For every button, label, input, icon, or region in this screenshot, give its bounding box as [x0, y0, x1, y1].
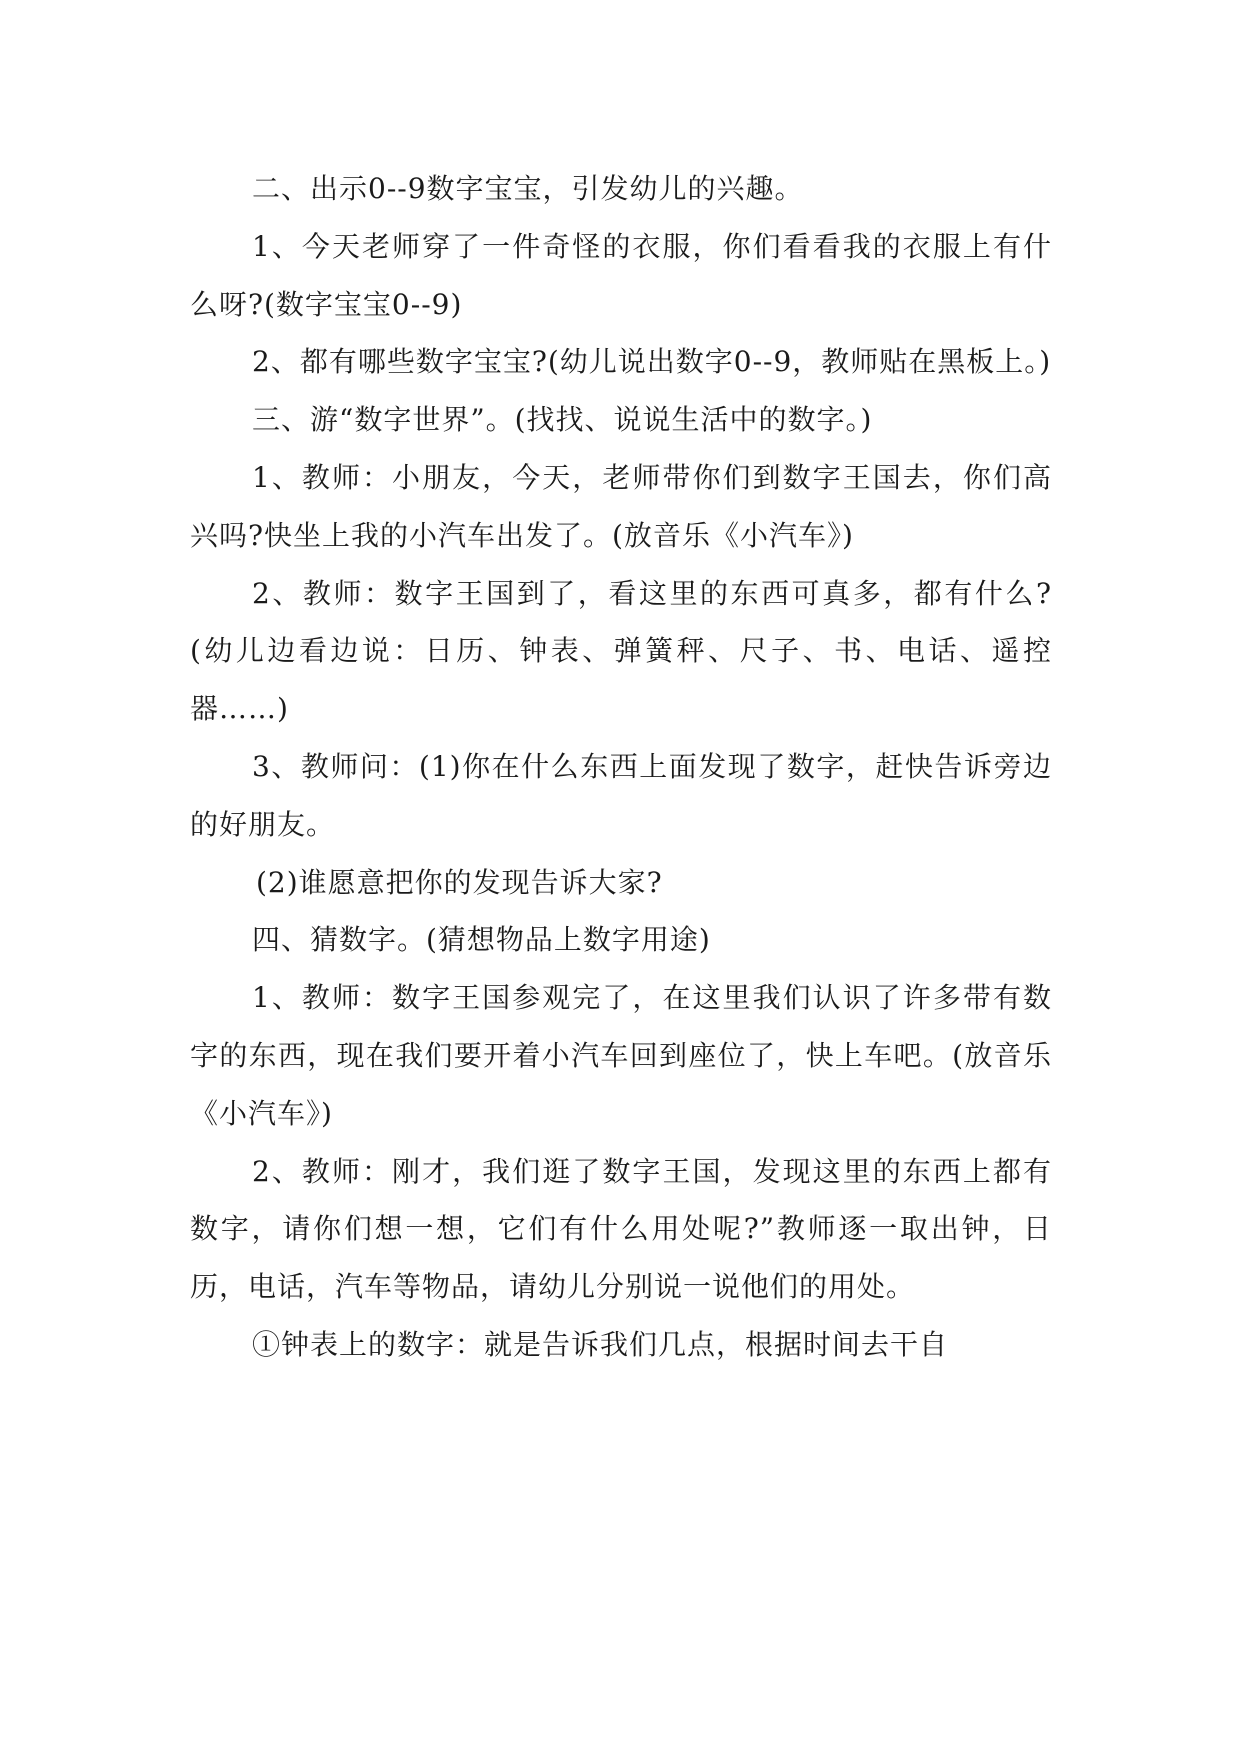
section-heading-3: 三、游“数字世界”。(找找、说说生活中的数字。)	[252, 403, 873, 437]
paragraph: (2)谁愿意把你的发现告诉大家?	[256, 865, 663, 899]
paragraph: 1、今天老师穿了一件奇怪的衣服，你们看看我的衣服上有什么呀?(数字宝宝0--9)	[190, 229, 1052, 321]
paragraph: 3、教师问：(1)你在什么东西上面发现了数字，赶快告诉旁边的好朋友。	[190, 749, 1052, 841]
document-body	[190, 160, 1052, 1374]
section-heading-2: 二、出示0--9数字宝宝，引发幼儿的兴趣。	[252, 172, 804, 205]
paragraph: ①钟表上的数字：就是告诉我们几点，根据时间去干自	[252, 1327, 949, 1361]
paragraph: 2、教师：数字王国到了，看这里的东西可真多，都有什么?(幼儿边看边说：日历、钟表、弹簧秤、尺子、书、电话、遥控器……)	[190, 576, 1052, 726]
paragraph: 2、都有哪些数字宝宝?(幼儿说出数字0--9，教师贴在黑板上。)	[252, 345, 1052, 379]
paragraph: 2、教师：刚才，我们逛了数字王国，发现这里的东西上都有数字，请你们想一想，它们有什么用处呢?”教师逐一取出钟，日历，电话，汽车等物品，请幼儿分别说一说他们的用处。	[190, 1154, 1052, 1304]
section-heading-4: 四、猜数字。(猜想物品上数字用途)	[252, 923, 711, 957]
paragraph: 1、教师：小朋友，今天，老师带你们到数字王国去，你们高兴吗?快坐上我的小汽车出发了。(放音乐《小汽车》)	[190, 460, 1052, 552]
paragraph: 1、教师：数字王国参观完了，在这里我们认识了许多带有数字的东西，现在我们要开着小汽车回到座位了，快上车吧。(放音乐《小汽车》)	[190, 981, 1052, 1130]
